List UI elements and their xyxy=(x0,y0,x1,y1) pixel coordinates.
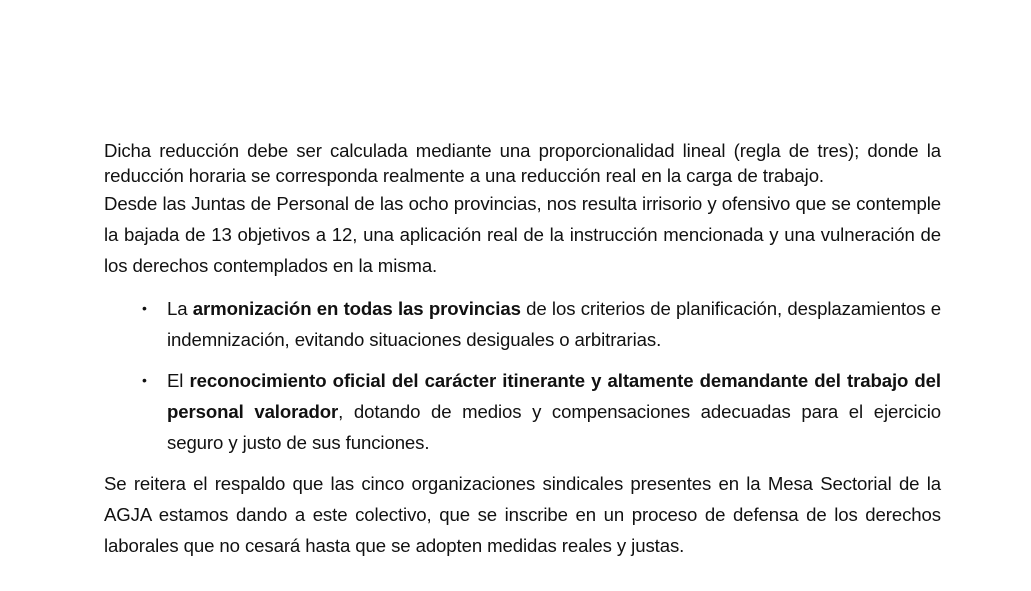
paragraph-reduccion: Dicha reducción debe ser calculada mediante una proporcionalidad lineal (regla de tres); donde la reducción horaria se corresponda realmente a una reducción real en la carga de trabajo. xyxy=(104,140,941,186)
list-item-suffix: , dotando de medios y compensaciones adecuadas para el ejercicio seguro y justo de sus funciones. xyxy=(167,401,941,453)
list-item-bold: armonización en todas las provincias xyxy=(192,298,521,319)
list-item-suffix: de los criterios de planificación, desplazamientos e indemnización, evitando situaciones desiguales o arbitrarias. xyxy=(167,298,941,350)
paragraph-respaldo: Se reitera el respaldo que las cinco organizaciones sindicales presentes en la Mesa Sectorial de la AGJA estamos dando a este colectivo, que se inscribe en un proceso de defensa de los derechos laborales que no cesará hasta que se adopten medidas reales y justas. xyxy=(104,473,941,556)
paragraph-juntas-personal: Desde las Juntas de Personal de las ocho provincias, nos resulta irrisorio y ofensivo que se contemple la bajada de 13 objetivos a 12, una aplicación real de la instrucción mencionada y una vulneración de los derechos contemplados en la misma. xyxy=(104,193,941,276)
list-item-prefix: El xyxy=(167,370,190,391)
list-item-bold: reconocimiento oficial del carácter itinerante y altamente demandante del trabajo del personal valorador xyxy=(167,370,941,422)
list-item xyxy=(104,293,941,355)
bullet-icon: • xyxy=(142,372,147,388)
list-item xyxy=(104,365,941,458)
demands-list xyxy=(104,293,941,458)
bullet-icon: • xyxy=(142,300,147,316)
document-body xyxy=(104,138,941,561)
list-item-prefix: La xyxy=(167,298,193,319)
